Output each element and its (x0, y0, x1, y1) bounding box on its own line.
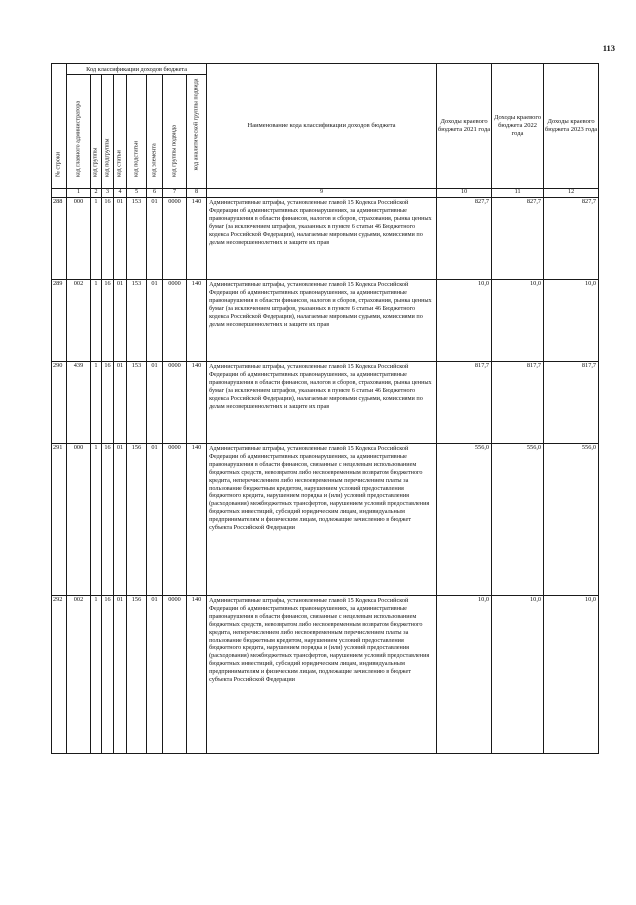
cell-article-code: 01 (114, 596, 127, 754)
header-name: Наименование кода классификации доходов бюджета (207, 64, 437, 189)
cell-article-code: 01 (114, 444, 127, 596)
cell-group-code: 1 (91, 198, 102, 280)
header-subarticle-code (127, 75, 147, 189)
cell-revenue-2023: 817,7 (544, 362, 599, 444)
cell-subarticle-code: 153 (127, 198, 147, 280)
table-row (52, 444, 599, 596)
header-article-code (114, 75, 127, 189)
cell-subarticle-code: 156 (127, 444, 147, 596)
column-number: 10 (437, 189, 492, 198)
cell-article-code: 01 (114, 280, 127, 362)
cell-row-number: 291 (52, 444, 67, 596)
cell-element-code: 01 (147, 198, 163, 280)
column-number: 9 (207, 189, 437, 198)
cell-revenue-2021: 817,7 (437, 362, 492, 444)
header-analytic-group-code (187, 75, 207, 189)
cell-subtype-group-code: 0000 (163, 280, 187, 362)
header-subarticle-code-label: код подстатьи (133, 140, 139, 177)
column-number: 7 (163, 189, 187, 198)
header-row-number-label: № строки (55, 151, 62, 177)
cell-subtype-group-code: 0000 (163, 596, 187, 754)
cell-revenue-2021: 10,0 (437, 280, 492, 362)
revenue-classification-table (51, 63, 599, 754)
header-row-number (52, 64, 67, 189)
cell-element-code: 01 (147, 362, 163, 444)
cell-name: Административные штрафы, установленные главой 15 Кодекса Российской Федерации об административных правонарушениях, за административные правонарушения в области финансов, связанные с нецелевым использованием бюджетных средств, невозвратом либо несвоевременным возвратом бюджетного кредита, неперечислением либо несвоевременным перечислением платы за пользование бюджетным кредитом, нарушением условий предоставления бюджетного кредита, нарушением порядка и (или) условий предоставления (расходования) межбюджетных трансфертов, нарушением условий предоставления бюджетных инвестиций, субсидий юридическим лицам, индивидуальным предпринимателям и физическим лицам, подлежащие зачислению в бюджет субъекта Российской Федерации (207, 444, 437, 596)
cell-group-code: 1 (91, 596, 102, 754)
cell-group-code: 1 (91, 444, 102, 596)
header-element-code-label: код элемента (151, 143, 157, 177)
column-number: 1 (67, 189, 91, 198)
cell-name: Административные штрафы, установленные главой 15 Кодекса Российской Федерации об административных правонарушениях, за административные правонарушения в области финансов, налогов и сборов, страхования, рынка ценных бумаг (за исключением штрафов, указанных в пункте 6 статьи 46 Бюджетного кодекса Российской Федерации), налагаемые мировыми судьями, комиссиями по делам несовершеннолетних и защите их прав (207, 280, 437, 362)
cell-revenue-2023: 10,0 (544, 280, 599, 362)
column-number: 12 (544, 189, 599, 198)
cell-subarticle-code: 153 (127, 280, 147, 362)
cell-analytic-group-code: 140 (187, 198, 207, 280)
cell-name: Административные штрафы, установленные главой 15 Кодекса Российской Федерации об административных правонарушениях, за административные правонарушения в области финансов, связанные с нецелевым использованием бюджетных средств, невозвратом либо несвоевременным возвратом бюджетного кредита, неперечислением либо несвоевременным перечислением платы за пользование бюджетным кредитом, нарушением условий предоставления бюджетного кредита, нарушением порядка и (или) условий предоставления (расходования) межбюджетных трансфертов, нарушением условий предоставления бюджетных инвестиций, субсидий юридическим лицам, индивидуальным предпринимателям и физическим лицам, подлежащие зачислению в бюджет субъекта Российской Федерации (207, 596, 437, 754)
cell-analytic-group-code: 140 (187, 596, 207, 754)
cell-name: Административные штрафы, установленные главой 15 Кодекса Российской Федерации об административных правонарушениях, за административные правонарушения в области финансов, налогов и сборов, страхования, рынка ценных бумаг (за исключением штрафов, указанных в пункте 6 статьи 46 Бюджетного кодекса Российской Федерации), налагаемые мировыми судьями, комиссиями по делам несовершеннолетних и защите их прав (207, 362, 437, 444)
cell-analytic-group-code: 140 (187, 280, 207, 362)
header-group-code (91, 75, 102, 189)
header-revenue-2023: Доходы краевого бюджета 2023 года (544, 64, 599, 189)
table-row (52, 596, 599, 754)
header-revenue-2021: Доходы краевого бюджета 2021 года (437, 64, 492, 189)
cell-admin-code: 439 (67, 362, 91, 444)
cell-subtype-group-code: 0000 (163, 444, 187, 596)
cell-revenue-2023: 10,0 (544, 596, 599, 754)
cell-admin-code: 002 (67, 596, 91, 754)
header-classification-group: Код классификации доходов бюджета (67, 64, 207, 75)
header-element-code (147, 75, 163, 189)
page-number: 113 (602, 43, 615, 53)
column-number (52, 189, 67, 198)
cell-analytic-group-code: 140 (187, 444, 207, 596)
cell-subtype-group-code: 0000 (163, 198, 187, 280)
column-number: 4 (114, 189, 127, 198)
header-group-code-label: код группы (92, 147, 99, 177)
cell-subarticle-code: 153 (127, 362, 147, 444)
cell-subgroup-code: 16 (102, 596, 114, 754)
column-numbers-row (52, 189, 599, 198)
header-admin-code (67, 75, 91, 189)
cell-revenue-2022: 10,0 (492, 280, 544, 362)
header-analytic-group-code-label: код аналитической группы подвида (193, 78, 200, 171)
cell-subarticle-code: 156 (127, 596, 147, 754)
table-row (52, 280, 599, 362)
cell-revenue-2021: 556,0 (437, 444, 492, 596)
header-subgroup-code (102, 75, 114, 189)
cell-article-code: 01 (114, 198, 127, 280)
column-number: 6 (147, 189, 163, 198)
column-number: 8 (187, 189, 207, 198)
cell-revenue-2021: 10,0 (437, 596, 492, 754)
table-row (52, 198, 599, 280)
header-subtype-group-code (163, 75, 187, 189)
header-subgroup-code-label: код подгруппы (104, 138, 110, 177)
column-number: 5 (127, 189, 147, 198)
cell-admin-code: 000 (67, 198, 91, 280)
cell-row-number: 289 (52, 280, 67, 362)
cell-revenue-2023: 556,0 (544, 444, 599, 596)
cell-admin-code: 002 (67, 280, 91, 362)
cell-article-code: 01 (114, 362, 127, 444)
cell-subtype-group-code: 0000 (163, 362, 187, 444)
cell-revenue-2021: 827,7 (437, 198, 492, 280)
table-row (52, 362, 599, 444)
cell-analytic-group-code: 140 (187, 362, 207, 444)
header-subtype-group-code-label: код группы подвида (171, 125, 177, 177)
cell-row-number: 290 (52, 362, 67, 444)
cell-element-code: 01 (147, 444, 163, 596)
cell-group-code: 1 (91, 362, 102, 444)
cell-subgroup-code: 16 (102, 198, 114, 280)
cell-element-code: 01 (147, 280, 163, 362)
cell-subgroup-code: 16 (102, 444, 114, 596)
cell-revenue-2022: 827,7 (492, 198, 544, 280)
header-revenue-2022: Доходы краевого бюджета 2022 года (492, 64, 544, 189)
cell-row-number: 288 (52, 198, 67, 280)
cell-group-code: 1 (91, 280, 102, 362)
cell-revenue-2022: 10,0 (492, 596, 544, 754)
cell-revenue-2022: 556,0 (492, 444, 544, 596)
cell-revenue-2022: 817,7 (492, 362, 544, 444)
column-number: 3 (102, 189, 114, 198)
cell-admin-code: 000 (67, 444, 91, 596)
column-number: 11 (492, 189, 544, 198)
header-admin-code-label: код главного администратора (75, 100, 81, 177)
cell-revenue-2023: 827,7 (544, 198, 599, 280)
column-number: 2 (91, 189, 102, 198)
cell-element-code: 01 (147, 596, 163, 754)
cell-name: Административные штрафы, установленные главой 15 Кодекса Российской Федерации об административных правонарушениях, за административные правонарушения в области финансов, налогов и сборов, страхования, рынка ценных бумаг (за исключением штрафов, указанных в пункте 6 статьи 46 Бюджетного кодекса Российской Федерации), налагаемые мировыми судьями, комиссиями по делам несовершеннолетних и защите их прав (207, 198, 437, 280)
header-article-code-label: код статьи (116, 150, 123, 177)
cell-row-number: 292 (52, 596, 67, 754)
cell-subgroup-code: 16 (102, 362, 114, 444)
cell-subgroup-code: 16 (102, 280, 114, 362)
